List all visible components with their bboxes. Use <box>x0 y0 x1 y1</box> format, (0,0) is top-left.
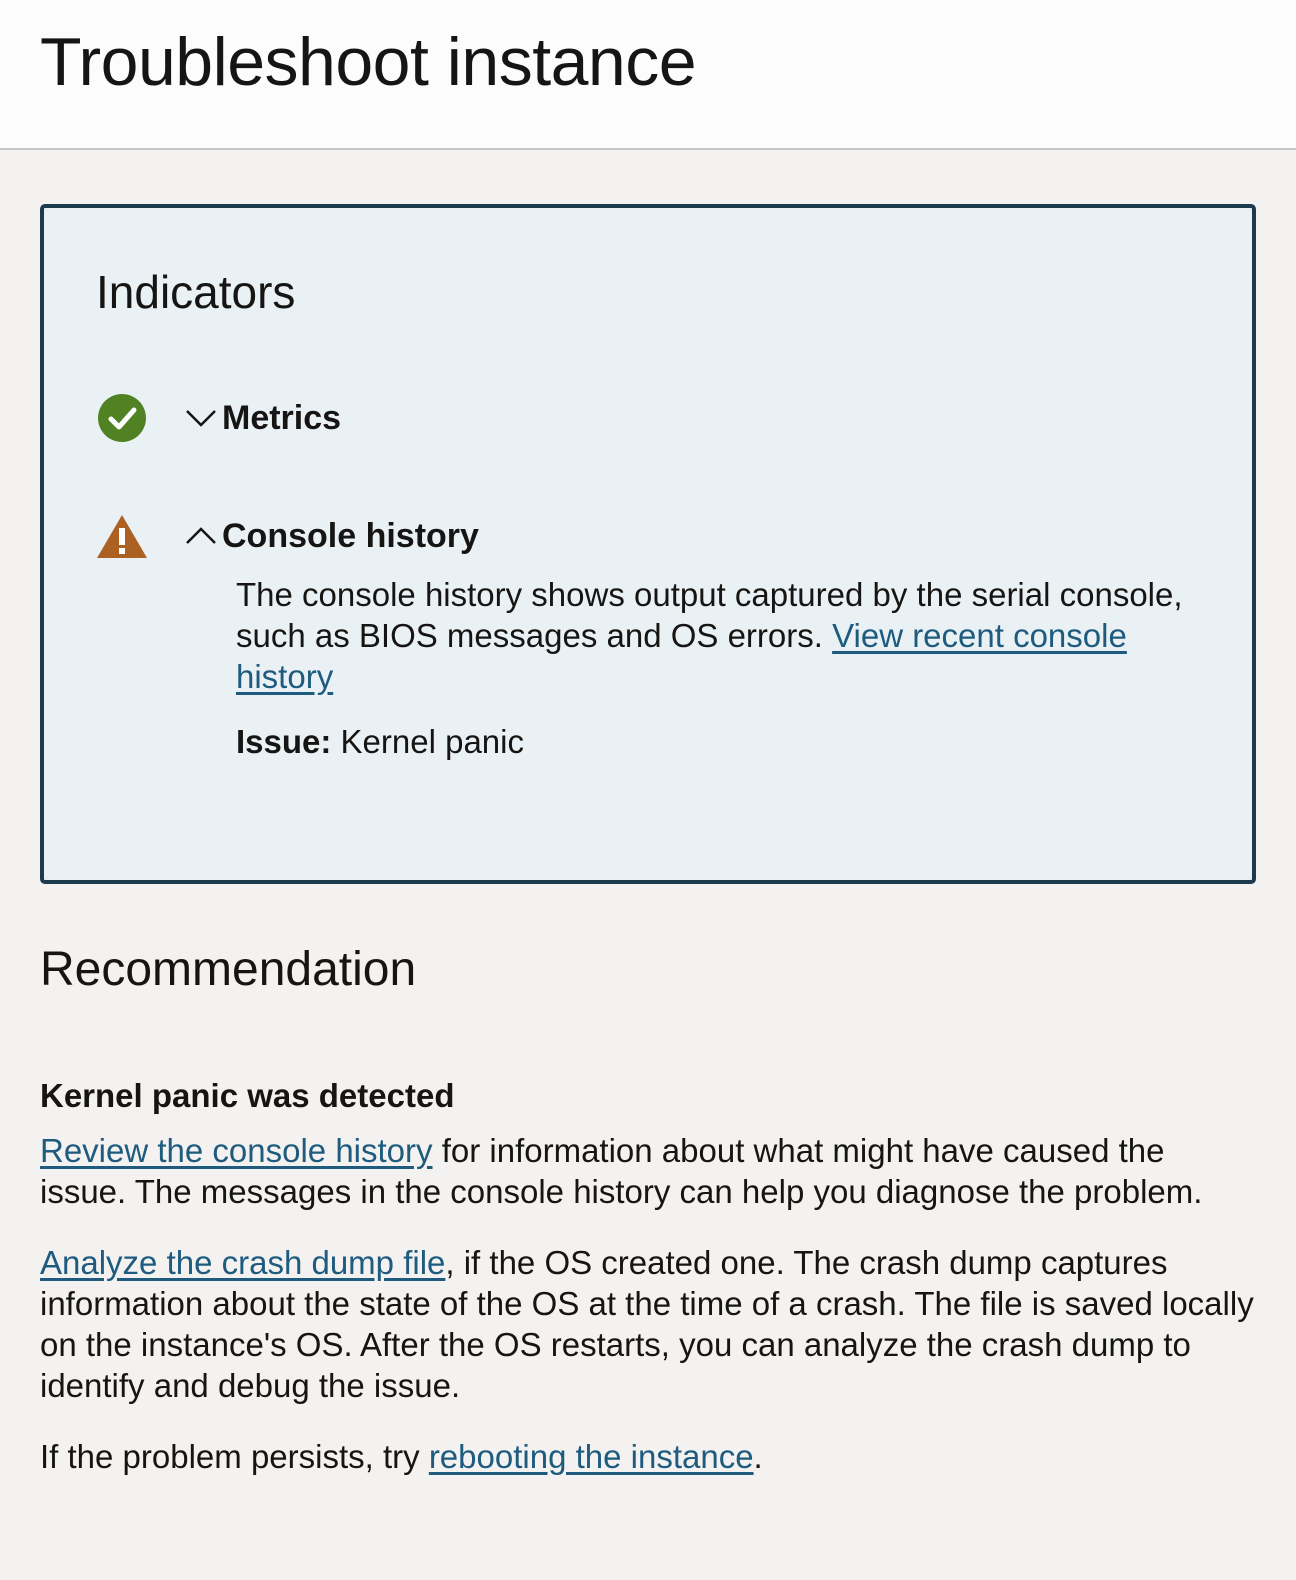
page-title: Troubleshoot instance <box>40 24 697 100</box>
indicators-panel <box>40 204 1256 884</box>
view-recent-console-history-link[interactable]: View recent console history <box>236 617 1127 695</box>
console-history-description-text: The console history shows output captured by the serial console, such as BIOS messages and OS errors. <box>236 576 1183 654</box>
metrics-toggle[interactable] <box>184 399 341 438</box>
console-history-description <box>236 574 1200 697</box>
review-console-history-link[interactable]: Review the console history <box>40 1132 433 1169</box>
console-history-label: Console history <box>222 516 479 555</box>
recommendation-paragraph-1 <box>40 1130 1256 1212</box>
recommendation-title: Recommendation <box>40 943 417 996</box>
recommendation-paragraph-2 <box>40 1242 1256 1406</box>
console-history-toggle[interactable] <box>184 517 479 556</box>
issue-line <box>236 721 1200 762</box>
recommendation-paragraph-3 <box>40 1436 1256 1477</box>
issue-label: Issue: <box>236 723 332 760</box>
paragraph-1-text: for information about what might have caused the issue. The messages in the console history can help you diagnose the problem. <box>40 1132 1203 1210</box>
issue-value: Kernel panic <box>331 723 524 760</box>
metrics-label: Metrics <box>222 398 342 437</box>
main-content <box>0 150 1296 1477</box>
page-header <box>0 0 1296 150</box>
analyze-crash-dump-link[interactable]: Analyze the crash dump file <box>40 1244 446 1281</box>
chevron-down-icon <box>184 407 218 429</box>
reboot-instance-link[interactable]: rebooting the instance <box>428 1438 754 1475</box>
paragraph-2-text: , if the OS created one. The crash dump captures information about the state of the OS at the time of a crash. The file is saved locally on the instance's OS. After the OS restarts, you can analyze the crash dump to identify and debug the issue. <box>40 1244 1254 1404</box>
indicator-metrics <box>96 388 1200 448</box>
chevron-up-icon <box>184 525 218 547</box>
recommendation-heading: Kernel panic was detected <box>40 1077 455 1114</box>
warning-triangle-icon <box>96 510 148 562</box>
paragraph-3-text: If the problem persists, try <box>40 1438 429 1475</box>
indicator-console-history <box>96 506 1200 566</box>
paragraph-3-end: . <box>753 1438 763 1475</box>
check-circle-icon <box>96 392 148 444</box>
indicators-title: Indicators <box>96 266 296 318</box>
console-history-details <box>236 574 1200 762</box>
